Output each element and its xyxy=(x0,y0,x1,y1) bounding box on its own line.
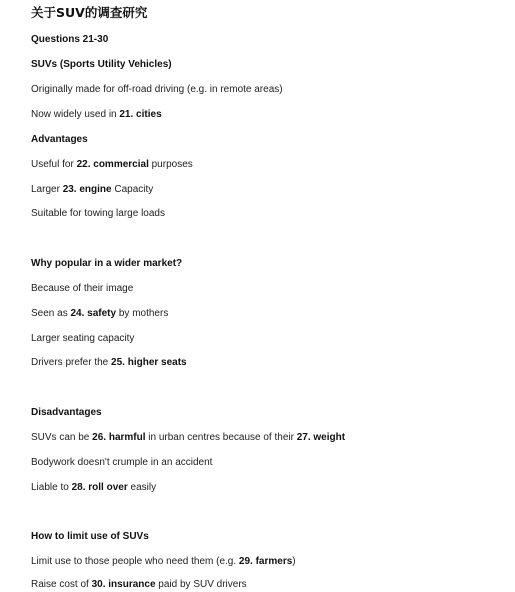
text: by mothers xyxy=(116,308,169,319)
text: Liable to xyxy=(31,482,72,493)
text: Raise cost of xyxy=(31,579,92,590)
page-title: 关于SUV的调查研究 xyxy=(31,5,148,20)
text: SUVs can be xyxy=(31,432,93,443)
text: in urban centres because of their xyxy=(145,432,297,443)
intro-line-1: Originally made for off-road driving (e.g. in remote areas) xyxy=(31,84,283,95)
answer-25: 25. higher seats xyxy=(111,357,187,368)
text: Capacity xyxy=(111,184,154,195)
topic-heading: SUVs (Sports Utility Vehicles) xyxy=(31,59,172,70)
answer-23: 23. engine xyxy=(62,184,112,195)
limit-heading: How to limit use of SUVs xyxy=(31,531,149,542)
popular-line-4 xyxy=(31,356,187,370)
text: Limit use to those people who need them (e.g. xyxy=(31,556,239,567)
disadvantages-line-2: Bodywork doesn't crumple in an accident xyxy=(31,457,213,468)
popular-line-3: Larger seating capacity xyxy=(31,333,135,344)
advantages-line-1 xyxy=(31,158,193,172)
answer-22: 22. commercial xyxy=(76,159,149,170)
answer-26: 26. harmful xyxy=(92,432,146,443)
text: Drivers prefer the xyxy=(31,357,112,368)
disadvantages-line-1 xyxy=(31,431,345,445)
advantages-heading: Advantages xyxy=(31,134,88,145)
answer-28: 28. roll over xyxy=(71,482,128,493)
limit-line-2 xyxy=(31,578,247,592)
answer-30: 30. insurance xyxy=(91,579,156,590)
text: paid by SUV drivers xyxy=(155,579,247,590)
advantages-line-3: Suitable for towing large loads xyxy=(31,208,165,219)
answer-27: 27. weight xyxy=(296,432,346,443)
questions-heading: Questions 21-30 xyxy=(31,34,109,45)
text: purposes xyxy=(148,159,193,170)
disadvantages-heading: Disadvantages xyxy=(31,407,102,418)
text: Useful for xyxy=(31,159,77,170)
text: Larger xyxy=(31,184,63,195)
text: Seen as xyxy=(31,308,71,319)
answer-21: 21. cities xyxy=(119,109,162,120)
limit-line-1 xyxy=(31,555,296,569)
disadvantages-line-3 xyxy=(31,481,156,495)
answer-29: 29. farmers xyxy=(238,556,293,567)
text: ) xyxy=(292,556,296,567)
text: easily xyxy=(127,482,157,493)
text: Now widely used in xyxy=(31,109,120,120)
answer-24: 24. safety xyxy=(70,308,117,319)
popular-line-1: Because of their image xyxy=(31,283,134,294)
advantages-line-2 xyxy=(31,183,153,197)
popular-line-2 xyxy=(31,307,168,321)
intro-line-2 xyxy=(31,108,162,122)
popular-heading: Why popular in a wider market? xyxy=(31,258,183,269)
